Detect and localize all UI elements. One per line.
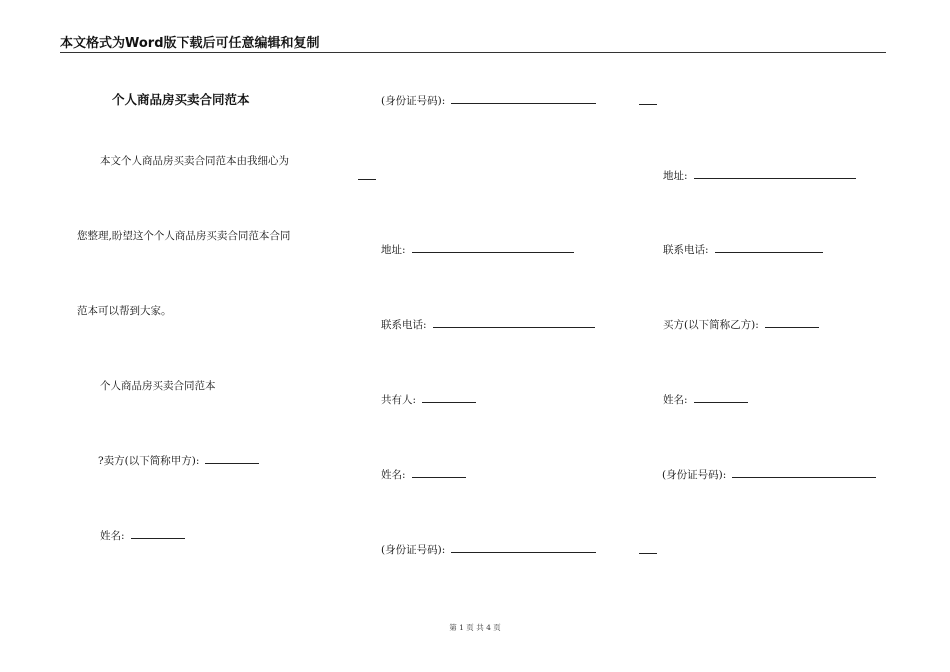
id-blank-tail <box>639 104 657 105</box>
seller-name-row <box>100 528 185 543</box>
seller-id-label: (身份证号码): <box>381 95 446 107</box>
section-subtitle: 个人商品房买卖合同范本 <box>100 380 216 392</box>
seller-phone-label: 联系电话: <box>381 319 427 331</box>
seller-name-label: 姓名: <box>100 530 125 542</box>
buyer-row <box>663 317 819 332</box>
co-owner-row <box>381 392 476 407</box>
co-owner-id-blank <box>451 542 596 553</box>
buyer-id-label: (身份证号码): <box>662 469 727 481</box>
co-owner-id-row <box>381 542 596 557</box>
page-footer: 第 1 页 共 4 页 <box>449 623 501 632</box>
co-owner-id-label: (身份证号码): <box>381 544 446 556</box>
co-owner-name-label: 姓名: <box>381 469 406 481</box>
co-owner-phone-blank <box>715 242 823 253</box>
buyer-id-row <box>662 467 876 482</box>
seller-address-label: 地址: <box>381 244 406 256</box>
co-owner-address-blank <box>694 168 856 179</box>
seller-address-row <box>381 242 574 257</box>
line-continuation <box>358 179 376 180</box>
page-header: 本文格式为Word版下载后可任意编辑和复制 <box>60 35 886 53</box>
intro-line-2: 您整理,盼望这个个人商品房买卖合同范本合同 <box>77 230 291 242</box>
buyer-name-row <box>663 392 748 407</box>
id-blank-tail-2 <box>639 553 657 554</box>
buyer-name-blank <box>694 392 748 403</box>
seller-id-row <box>381 93 596 108</box>
co-owner-name-row <box>381 467 466 482</box>
seller-blank <box>205 453 259 464</box>
seller-row <box>98 453 259 468</box>
intro-line-1: 本文个人商品房买卖合同范本由我细心为 <box>100 155 289 167</box>
buyer-blank <box>765 317 819 328</box>
co-owner-name-blank <box>412 467 466 478</box>
seller-address-blank <box>412 242 574 253</box>
buyer-name-label: 姓名: <box>663 394 688 406</box>
buyer-label: 买方(以下简称乙方): <box>663 319 759 331</box>
intro-line-3: 范本可以帮到大家。 <box>77 305 172 317</box>
co-owner-address-label: 地址: <box>663 170 688 182</box>
co-owner-blank <box>422 392 476 403</box>
seller-phone-row <box>381 317 595 332</box>
co-owner-label: 共有人: <box>381 394 417 406</box>
seller-phone-blank <box>433 317 595 328</box>
seller-id-blank <box>451 93 596 104</box>
co-owner-phone-label: 联系电话: <box>663 244 709 256</box>
seller-name-blank <box>131 528 185 539</box>
buyer-id-blank <box>732 467 876 478</box>
seller-label: ?卖方(以下简称甲方): <box>98 455 200 467</box>
co-owner-phone-row <box>663 242 823 257</box>
document-title: 个人商品房买卖合同范本 <box>112 92 250 107</box>
co-owner-address-row <box>663 168 856 183</box>
